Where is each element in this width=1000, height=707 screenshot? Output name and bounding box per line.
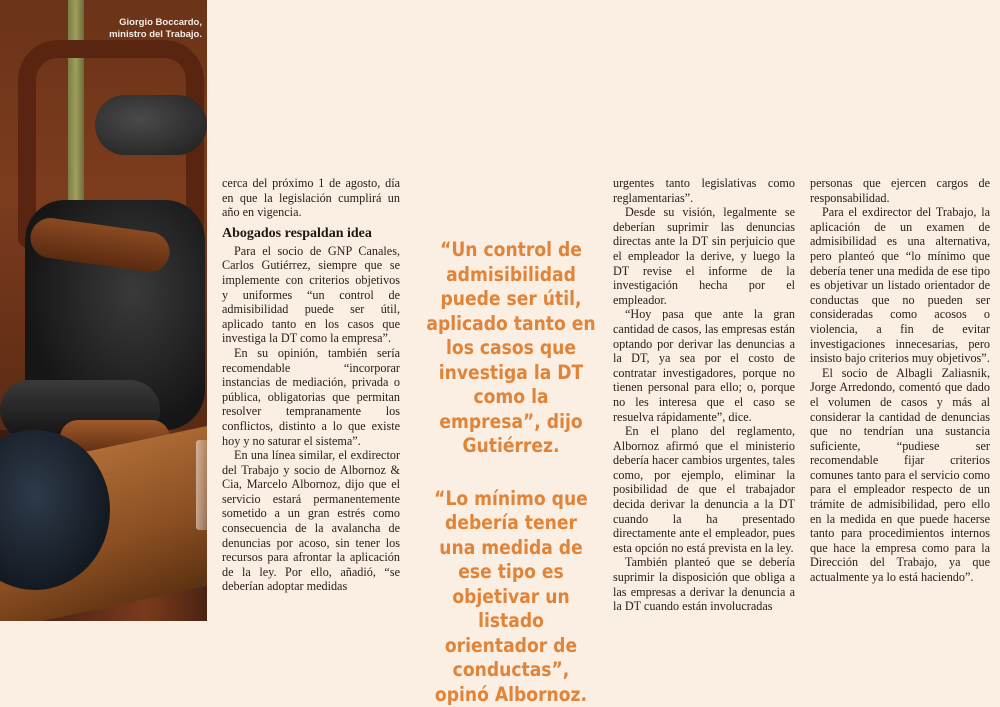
caption-name: Giorgio Boccardo, bbox=[102, 17, 202, 29]
photo-chair-pad bbox=[95, 95, 207, 155]
caption-role: ministro del Trabajo. bbox=[102, 29, 202, 41]
paragraph: En su opinión, también sería recomendable “incorporar instancias de mediación, privada o pública, obligatorias que permitan resolver tempranamente los conflictos, distinto a lo que existe hoy y no saturar el sistema”. bbox=[222, 346, 400, 448]
photo-glass bbox=[196, 440, 207, 530]
paragraph: En una línea similar, el exdirector del Trabajo y socio de Albornoz & Cia, Marcelo Albornoz, dijo que el servicio estará permanentemente sometido a un gran estrés como consecuencia de la avalancha de denuncias por acoso, sin tener los recursos para afrontar la aplicación de la ley. Por ello, añadió, “se deberían adoptar medidas bbox=[222, 448, 400, 594]
paragraph: Para el socio de GNP Canales, Carlos Gutiérrez, siempre que se implemente con criterios objetivos y uniformes “un control de admisibilidad puede ser útil, aplicado tanto en los casos que investiga la DT como la empresa”. bbox=[222, 244, 400, 346]
paragraph: También planteó que se debería suprimir la disposición que obliga a las empresas a derivar la denuncia a la DT cuando están involucradas bbox=[613, 555, 795, 613]
article-column-3 bbox=[613, 176, 795, 614]
paragraph: cerca del próximo 1 de agosto, día en que la legislación cumplirá un año en vigencia. bbox=[222, 176, 400, 220]
paragraph: “Hoy pasa que ante la gran cantidad de casos, las empresas están optando por derivar las denuncias a la DT, ya sea por el costo de contratar investigadores, porque no tienen personal para ello; o, porque no les interesa que el caso se resuelva rápidamente”, dice. bbox=[613, 307, 795, 424]
photo-credit: ATON bbox=[198, 580, 204, 596]
paragraph: urgentes tanto legislativas como reglamentarias”. bbox=[613, 176, 795, 205]
paragraph: Desde su visión, legalmente se deberían suprimir las denuncias directas ante la DT sin perjuicio que el empleador la derive, y luego la DT revise el informe de la investigación hecha por el empleador. bbox=[613, 205, 795, 307]
article-column-4 bbox=[810, 176, 990, 585]
paragraph: Para el exdirector del Trabajo, la aplicación de un examen de admisibilidad es una alternativa, pero planteó que “lo mínimo que debería tener una medida de ese tipo es objetivar un listado orientador de conductas que no pueden ser consideradas como acosos o violencia, a fin de evitar investigaciones innecesarias, pero insisto bajo criterios muy objetivos”. bbox=[810, 205, 990, 366]
pull-quotes bbox=[425, 238, 597, 707]
pull-quote-gutierrez: “Un control de admisibilidad puede ser útil, aplicado tanto en los casos que investiga la DT como la empresa”, dijo Gutiérrez. bbox=[425, 238, 597, 459]
paragraph: En el plano del reglamento, Albornoz afirmó que el ministerio debería hacer cambios urgentes, tales como, por ejemplo, eliminar la posibilidad de que el trabajador decida derivar la denuncia a la DT cuando la ha presentado directamente ante el empleador, pues esta opción no está prevista en la ley. bbox=[613, 424, 795, 555]
paragraph: El socio de Albagli Zaliasnik, Jorge Arredondo, comentó que dado el volumen de casos y más al considerar la cantidad de denuncias que no tendrían una sustancia suficiente, “pudiese ser recomendable fijar criterios comunes tanto para el servicio como para el empleador respecto de un trámite de admisibilidad, pero ello en la medida en que puede hacerse tanto para procedimientos internos que hace la empresa como para la Dirección del Trabajo, ya que actualmente ya lo está haciendo”. bbox=[810, 366, 990, 585]
article-photo bbox=[0, 0, 207, 621]
article-column-1 bbox=[222, 176, 400, 594]
photo-caption bbox=[102, 17, 202, 41]
pull-quote-albornoz: “Lo mínimo que debería tener una medida de ese tipo es objetivar un listado orientador de conductas”, opinó Albornoz. bbox=[425, 487, 597, 707]
paragraph: personas que ejercen cargos de responsabilidad. bbox=[810, 176, 990, 205]
section-heading: Abogados respaldan idea bbox=[222, 226, 400, 242]
